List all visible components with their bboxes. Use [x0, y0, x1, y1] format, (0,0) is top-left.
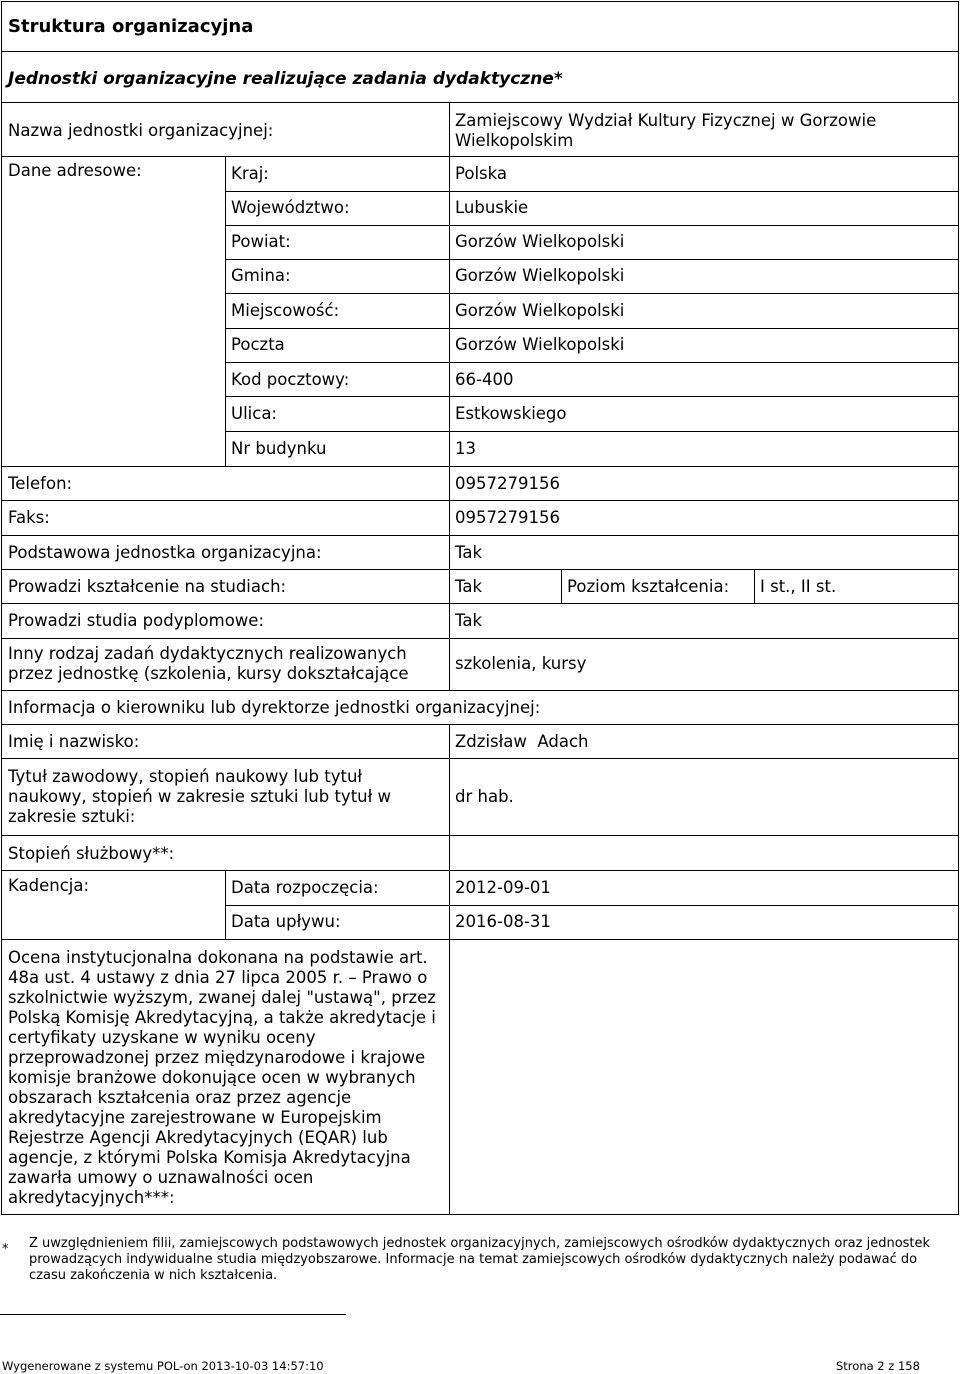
address-row-label: Nr budynku: [231, 439, 327, 458]
studies-label-cell: [1, 569, 450, 604]
address-row-value: Estkowskiego: [455, 404, 567, 423]
fax-value-cell: [449, 500, 959, 536]
address-row-label: Powiat:: [231, 232, 291, 251]
postgrad-label-cell: [1, 603, 450, 639]
phone-label-cell: [1, 466, 450, 501]
address-row-label-cell: [225, 431, 450, 467]
rank-label-cell: [1, 835, 450, 871]
address-row-value: Gorzów Wielkopolski: [455, 335, 625, 354]
address-row-label-cell: [225, 293, 450, 329]
phone-value-cell: [449, 466, 959, 501]
other-tasks-label: Inny rodzaj zadań dydaktycznych realizowanych przez jednostkę (szkolenia, kursy dokształcające: [8, 644, 409, 683]
fax-label-cell: [1, 500, 450, 536]
term-start-value-cell: [449, 870, 959, 906]
term-label-cell: [1, 870, 226, 940]
address-row-label-cell: [225, 259, 450, 294]
address-row-label: Miejscowość:: [231, 301, 340, 320]
basic-unit-value: Tak: [455, 543, 483, 562]
address-row-label: Kod pocztowy:: [231, 370, 350, 389]
address-row-value-cell: [449, 396, 959, 432]
term-start-label-cell: [225, 870, 450, 906]
section-subtitle: Jednostki organizacyjne realizujące zadania dydaktyczne*: [8, 69, 563, 89]
term-end-label-cell: [225, 905, 450, 940]
head-section-cell: [1, 690, 959, 725]
head-section-label: Informacja o kierowniku lub dyrektorze jednostki organizacyjnej:: [8, 698, 541, 717]
address-row-value: 66-400: [455, 370, 514, 389]
assessment-label: Ocena instytucjonalna dokonana na podstawie art. 48a ust. 4 ustawy z dnia 27 lipca 2005 r. – Prawo o szkolnictwie wyższym, zwanej dalej "ustawą", przez Polską Komisję Akredytacyjną, a także akredytacje i certyfikaty uzyskane w wyniku oceny przeprowadzonej przez międzynarodowe i krajowe komisje branżowe dokonujące ocen w wybranych obszarach kształcenia oraz przez agencje akredytacyjne zarejestrowane w Europejskim Rejestrze Agencji Akredytacyjnych (EQAR) lub agencje, z którymi Polska Komisja Akredytacyjna zawarła umowy o uznawalności ocen akredytacyjnych***:: [8, 948, 436, 1207]
level-value-cell: [754, 569, 959, 604]
assessment-value-cell: [449, 939, 959, 1215]
head-title-label-cell: [1, 758, 450, 836]
assessment-label-cell: [1, 939, 450, 1215]
level-label-cell: [561, 569, 755, 604]
unit-name-value-cell: [449, 102, 959, 157]
address-row-label-cell: [225, 225, 450, 260]
generated-info: Wygenerowane z systemu POL-on 2013-10-03 14:57:10: [2, 1359, 324, 1373]
head-title-value: dr hab.: [455, 787, 514, 806]
subtitle-box: [1, 51, 959, 103]
address-row-label-cell: [225, 328, 450, 363]
term-start-value: 2012-09-01: [455, 878, 551, 897]
rank-value-cell: [449, 835, 959, 871]
term-label: Kadencja:: [8, 876, 90, 895]
address-row-value-cell: [449, 431, 959, 467]
address-row-value: Polska: [455, 164, 508, 183]
footnote-divider: [0, 1314, 346, 1315]
unit-name-value: Zamiejscowy Wydział Kultury Fizycznej w Gorzowie Wielkopolskim: [455, 111, 877, 150]
address-row-label-cell: [225, 396, 450, 432]
address-row-label: Poczta: [231, 335, 285, 354]
address-row-value-cell: [449, 191, 959, 226]
phone-label: Telefon:: [8, 474, 73, 493]
term-start-label: Data rozpoczęcia:: [231, 878, 379, 897]
address-row-value-cell: [449, 156, 959, 192]
term-end-value-cell: [449, 905, 959, 940]
studies-value-cell: [449, 569, 562, 604]
fax-value: 0957279156: [455, 508, 560, 527]
title-box: [1, 1, 959, 52]
unit-name-label-cell: [1, 102, 450, 157]
address-row-label: Województwo:: [231, 198, 350, 217]
fax-label: Faks:: [8, 508, 50, 527]
footnote-mark: *: [2, 1242, 9, 1257]
address-row-value-cell: [449, 293, 959, 329]
postgrad-value: Tak: [455, 611, 483, 630]
head-name-label-cell: [1, 724, 450, 759]
address-label: Dane adresowe:: [8, 161, 142, 180]
postgrad-value-cell: [449, 603, 959, 639]
rank-label: Stopień służbowy**:: [8, 844, 175, 863]
address-row-value-cell: [449, 259, 959, 294]
phone-value: 0957279156: [455, 474, 560, 493]
head-name-value: Zdzisław Adach: [455, 732, 589, 751]
basic-unit-label-cell: [1, 535, 450, 570]
basic-unit-label: Podstawowa jednostka organizacyjna:: [8, 543, 322, 562]
level-value: I st., II st.: [760, 577, 837, 596]
address-row-label: Gmina:: [231, 266, 291, 285]
address-row-label-cell: [225, 156, 450, 192]
address-row-value-cell: [449, 225, 959, 260]
term-end-value: 2016-08-31: [455, 912, 551, 931]
unit-name-label: Nazwa jednostki organizacyjnej:: [8, 121, 274, 140]
head-name-label: Imię i nazwisko:: [8, 732, 140, 751]
address-row-label: Kraj:: [231, 164, 269, 183]
address-row-label: Ulica:: [231, 404, 277, 423]
address-row-value: Lubuskie: [455, 198, 529, 217]
address-row-value: 13: [455, 439, 476, 458]
postgrad-label: Prowadzi studia podyplomowe:: [8, 611, 265, 630]
studies-value: Tak: [455, 577, 483, 596]
other-tasks-value: szkolenia, kursy: [455, 654, 587, 673]
page-title: Struktura organizacyjna: [8, 16, 254, 37]
head-name-value-cell: [449, 724, 959, 759]
head-title-label: Tytuł zawodowy, stopień naukowy lub tytuł naukowy, stopień w zakresie sztuki lub tytuł w zakresie sztuki:: [8, 767, 392, 826]
address-row-value-cell: [449, 328, 959, 363]
level-label: Poziom kształcenia:: [567, 577, 730, 596]
footnote-text: Z uwzględnieniem filii, zamiejscowych podstawowych jednostek organizacyjnych, zamiejscowych ośrodków dydaktycznych oraz jednostek prowadzących indywidualne studia międzyobszarowe. Informacje na temat zamiejscowych ośrodków dydaktycznych należy podawać do czasu zakończenia w nich kształcenia.: [29, 1236, 931, 1283]
address-row-value: Gorzów Wielkopolski: [455, 232, 625, 251]
address-row-label-cell: [225, 191, 450, 226]
head-title-value-cell: [449, 758, 959, 836]
studies-label: Prowadzi kształcenie na studiach:: [8, 577, 287, 596]
other-tasks-label-cell: [1, 638, 450, 691]
address-row-value: Gorzów Wielkopolski: [455, 301, 625, 320]
address-row-value-cell: [449, 362, 959, 397]
other-tasks-value-cell: [449, 638, 959, 691]
page-number: Strona 2 z 158: [836, 1359, 920, 1373]
address-label-cell: [1, 156, 226, 467]
address-row-value: Gorzów Wielkopolski: [455, 266, 625, 285]
address-row-label-cell: [225, 362, 450, 397]
basic-unit-value-cell: [449, 535, 959, 570]
term-end-label: Data upływu:: [231, 912, 341, 931]
